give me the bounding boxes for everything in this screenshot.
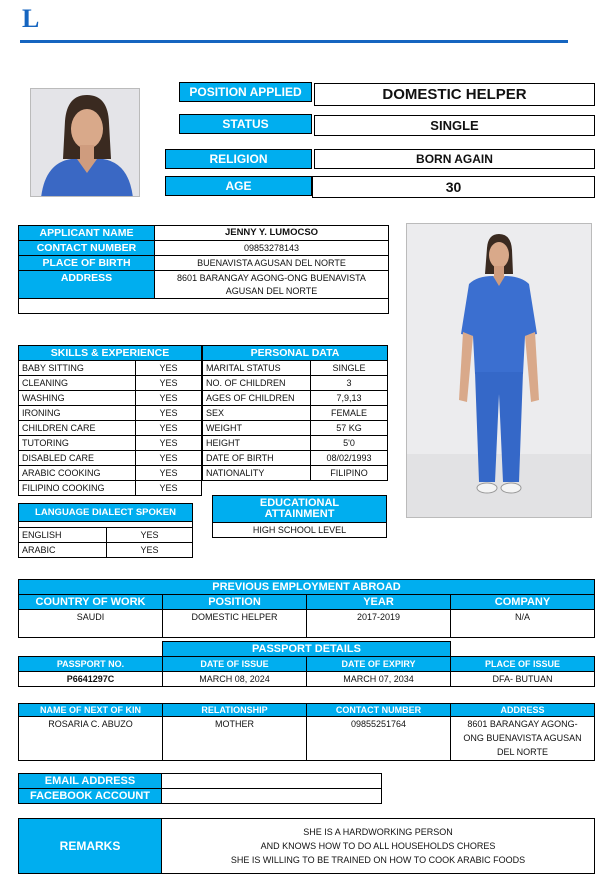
- age-value: 30: [312, 176, 595, 198]
- online-accounts-table: [18, 773, 382, 804]
- personal-data-rows: [203, 361, 388, 481]
- personal-data-value: SINGLE: [311, 361, 388, 376]
- language-name: ARABIC: [19, 543, 107, 558]
- personal-data-row: [203, 451, 388, 466]
- header-divider: [20, 40, 568, 43]
- skill-value: YES: [136, 391, 202, 406]
- skill-row: [19, 436, 202, 451]
- place-of-birth-value: BUENAVISTA AGUSAN DEL NORTE: [155, 256, 389, 271]
- personal-data-label: NATIONALITY: [203, 466, 311, 481]
- employment-header: COMPANY: [451, 595, 595, 610]
- personal-data-row: [203, 466, 388, 481]
- education-value: HIGH SCHOOL LEVEL: [212, 522, 387, 538]
- passport-table: [18, 641, 595, 687]
- kin-address-line-3: DEL NORTE: [496, 747, 548, 757]
- personal-data-label: NO. OF CHILDREN: [203, 376, 311, 391]
- skill-name: WASHING: [19, 391, 136, 406]
- skill-name: BABY SITTING: [19, 361, 136, 376]
- skill-row: [19, 361, 202, 376]
- personal-data-row: [203, 436, 388, 451]
- passport-header-row: [19, 657, 595, 672]
- remarks-line-3: SHE IS WILLING TO BE TRAINED ON HOW TO COOK ARABIC FOODS: [230, 855, 526, 865]
- employment-cell: SAUDI: [19, 610, 163, 638]
- personal-data-label: SEX: [203, 406, 311, 421]
- religion-label: RELIGION: [165, 149, 312, 169]
- passport-title-spacer-right: [451, 642, 595, 657]
- personal-data-value: FILIPINO: [311, 466, 388, 481]
- skill-row: [19, 391, 202, 406]
- passport-header: PASSPORT NO.: [19, 657, 163, 672]
- skill-value: YES: [136, 466, 202, 481]
- passport-value-row: [19, 672, 595, 687]
- employment-cell: DOMESTIC HELPER: [163, 610, 307, 638]
- next-of-kin-table: [18, 703, 595, 761]
- religion-value: BORN AGAIN: [314, 149, 595, 169]
- personal-data-value: FEMALE: [311, 406, 388, 421]
- remarks-value: [161, 818, 595, 874]
- remarks-line-1: SHE IS A HARDWORKING PERSON: [303, 827, 453, 837]
- remarks-label: REMARKS: [18, 818, 162, 874]
- kin-address-line-2: ONG BUENAVISTA AGUSAN: [463, 733, 582, 743]
- full-body-photo: [406, 223, 592, 518]
- passport-value: DFA- BUTUAN: [451, 672, 595, 687]
- place-of-birth-label: PLACE OF BIRTH: [19, 256, 155, 271]
- passport-title-spacer-left: [19, 642, 163, 657]
- applicant-table: [18, 225, 389, 314]
- personal-data-label: MARITAL STATUS: [203, 361, 311, 376]
- skill-row: [19, 481, 202, 496]
- employment-header: COUNTRY OF WORK: [19, 595, 163, 610]
- employment-table: [18, 579, 595, 638]
- employment-rows: [19, 610, 595, 638]
- education-title-line-2: ATTAINMENT: [264, 508, 335, 520]
- skill-name: ARABIC COOKING: [19, 466, 136, 481]
- kin-header: RELATIONSHIP: [163, 704, 307, 717]
- language-value: YES: [107, 528, 193, 543]
- applicant-name-label: APPLICANT NAME: [19, 226, 155, 241]
- personal-data-label: AGES OF CHILDREN: [203, 391, 311, 406]
- status-value: SINGLE: [314, 115, 595, 136]
- skill-row: [19, 421, 202, 436]
- skills-title: SKILLS & EXPERIENCE: [19, 346, 202, 361]
- skill-name: FILIPINO COOKING: [19, 481, 136, 496]
- employment-header: YEAR: [307, 595, 451, 610]
- language-value: YES: [107, 543, 193, 558]
- personal-data-value: 5'0: [311, 436, 388, 451]
- passport-value: MARCH 07, 2034: [307, 672, 451, 687]
- personal-data-label: HEIGHT: [203, 436, 311, 451]
- education-title-line-1: EDUCATIONAL: [259, 497, 340, 509]
- personal-data-value: 7,9,13: [311, 391, 388, 406]
- headshot-photo: [30, 88, 140, 197]
- email-value: [162, 774, 382, 789]
- personal-data-row: [203, 421, 388, 436]
- skill-name: IRONING: [19, 406, 136, 421]
- passport-header: DATE OF ISSUE: [163, 657, 307, 672]
- kin-address: [451, 717, 595, 761]
- employment-title: PREVIOUS EMPLOYMENT ABROAD: [19, 580, 595, 595]
- skill-name: TUTORING: [19, 436, 136, 451]
- address-line-1: 8601 BARANGAY AGONG-ONG BUENAVISTA: [177, 272, 366, 283]
- personal-data-value: 3: [311, 376, 388, 391]
- skill-value: YES: [136, 361, 202, 376]
- address-value: [155, 271, 389, 299]
- skill-row: [19, 466, 202, 481]
- skill-value: YES: [136, 421, 202, 436]
- personal-data-label: DATE OF BIRTH: [203, 451, 311, 466]
- kin-header: NAME OF NEXT OF KIN: [19, 704, 163, 717]
- email-label: EMAIL ADDRESS: [19, 774, 162, 789]
- language-row: [19, 528, 193, 543]
- employment-header-row: [19, 595, 595, 610]
- passport-value: MARCH 08, 2024: [163, 672, 307, 687]
- skill-row: [19, 406, 202, 421]
- kin-name: ROSARIA C. ABUZO: [19, 717, 163, 761]
- contact-number-value: 09853278143: [155, 241, 389, 256]
- passport-header: PLACE OF ISSUE: [451, 657, 595, 672]
- language-rows: [19, 528, 193, 558]
- address-label: ADDRESS: [19, 271, 155, 299]
- personal-data-row: [203, 361, 388, 376]
- skill-name: CHILDREN CARE: [19, 421, 136, 436]
- kin-contact: 09855251764: [307, 717, 451, 761]
- personal-data-row: [203, 391, 388, 406]
- language-row: [19, 543, 193, 558]
- position-applied-value: DOMESTIC HELPER: [314, 83, 595, 106]
- position-applied-label: POSITION APPLIED: [179, 82, 312, 102]
- kin-relationship: MOTHER: [163, 717, 307, 761]
- personal-data-label: WEIGHT: [203, 421, 311, 436]
- company-logo: L: [22, 4, 40, 33]
- facebook-value: [162, 789, 382, 804]
- passport-header: DATE OF EXPIRY: [307, 657, 451, 672]
- applicant-blank-row: [19, 299, 389, 314]
- skill-row: [19, 451, 202, 466]
- personal-data-row: [203, 376, 388, 391]
- language-table: [18, 503, 193, 558]
- remarks-line-2: AND KNOWS HOW TO DO ALL HOUSEHOLDS CHORES: [260, 841, 496, 851]
- passport-title: PASSPORT DETAILS: [163, 642, 451, 657]
- personal-data-row: [203, 406, 388, 421]
- applicant-name-value: JENNY Y. LUMOCSO: [155, 226, 389, 241]
- skill-name: CLEANING: [19, 376, 136, 391]
- language-title: LANGUAGE DIALECT SPOKEN: [19, 504, 193, 522]
- employment-cell: 2017-2019: [307, 610, 451, 638]
- kin-header: CONTACT NUMBER: [307, 704, 451, 717]
- passport-value: P6641297C: [19, 672, 163, 687]
- language-name: ENGLISH: [19, 528, 107, 543]
- kin-address-line-1: 8601 BARANGAY AGONG-: [467, 719, 578, 729]
- personal-data-table: [202, 345, 388, 481]
- employment-cell: N/A: [451, 610, 595, 638]
- skill-row: [19, 376, 202, 391]
- employment-header: POSITION: [163, 595, 307, 610]
- skills-table: [18, 345, 202, 496]
- personal-data-value: 57 KG: [311, 421, 388, 436]
- address-line-2: AGUSAN DEL NORTE: [225, 285, 318, 296]
- kin-header-row: [19, 704, 595, 717]
- kin-header: ADDRESS: [451, 704, 595, 717]
- skill-value: YES: [136, 376, 202, 391]
- contact-number-label: CONTACT NUMBER: [19, 241, 155, 256]
- skills-rows: [19, 361, 202, 496]
- status-label: STATUS: [179, 114, 312, 134]
- skill-name: DISABLED CARE: [19, 451, 136, 466]
- employment-row: [19, 610, 595, 638]
- skill-value: YES: [136, 406, 202, 421]
- skill-value: YES: [136, 451, 202, 466]
- personal-data-value: 08/02/1993: [311, 451, 388, 466]
- skill-value: YES: [136, 481, 202, 496]
- age-label: AGE: [165, 176, 312, 196]
- personal-data-title: PERSONAL DATA: [203, 346, 388, 361]
- education-title: [212, 495, 387, 523]
- skill-value: YES: [136, 436, 202, 451]
- facebook-label: FACEBOOK ACCOUNT: [19, 789, 162, 804]
